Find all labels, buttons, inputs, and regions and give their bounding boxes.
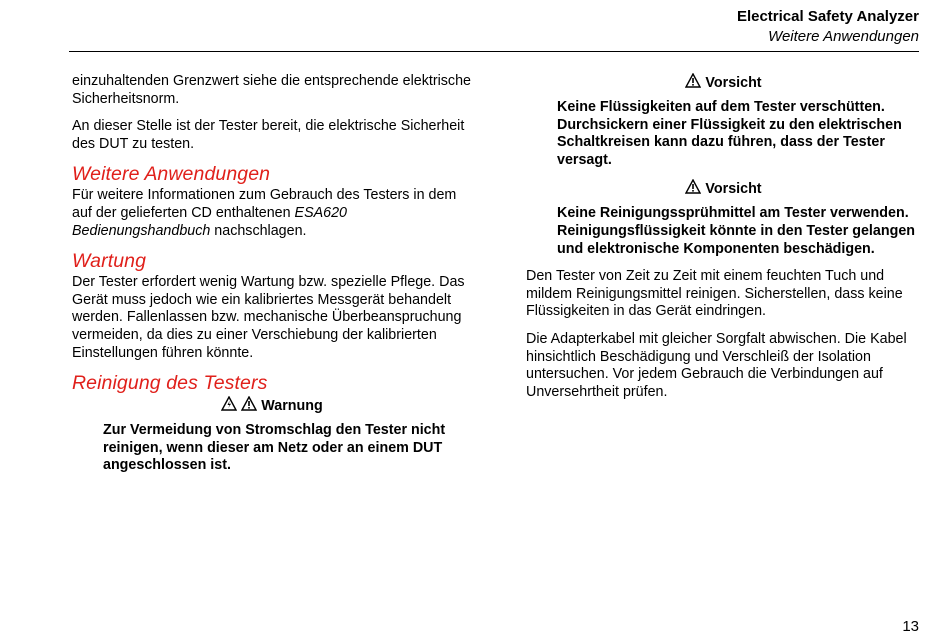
paragraph-cables: Die Adapterkabel mit gleicher Sorgfalt abwischen. Die Kabel hinsichtlich Beschädigung und Verschleiß der Isolation untersuchen. Vor jedem Gebrauch die Verbindungen auf Unversehrtheit prüfen. [526, 330, 907, 400]
electric-shock-triangle-icon [221, 396, 237, 416]
manual-title: ESA620 Bedienungshandbuch [72, 204, 348, 239]
warning-triangle-icon [241, 396, 257, 416]
paragraph-maintenance: Der Tester erfordert wenig Wartung bzw. spezielle Pflege. Das Gerät muss jedoch wie ein kalibriertes Messgerät behandelt werden. Fallenlassen bzw. mechanische Überbeanspruchung vermeiden, da dies zu einer Verschiebung der kalibrierten Einstellungen führen könnte. [72, 274, 465, 361]
right-column [526, 73, 921, 411]
caution-heading-1 [526, 73, 921, 93]
caution-label-2: Vorsicht [705, 181, 762, 198]
page-number: 13 [902, 618, 919, 635]
caution-text-2: Keine Reinigungssprühmittel am Tester verwenden. Reinigungsflüssigkeit könnte in den Tester gelangen und elektronische Komponenten beschädigen. [557, 205, 916, 257]
caution-text-1: Keine Flüssigkeiten auf dem Tester verschütten. Durchsickern einer Flüssigkeit zu den elektrischen Schaltkreisen kann dazu führen, dass der Tester versagt. [557, 99, 902, 168]
heading-wartung: Wartung [72, 250, 147, 273]
warning-text: Zur Vermeidung von Stromschlag den Tester nicht reinigen, wenn dieser am Netz oder an einem DUT angeschlossen ist. [103, 422, 446, 474]
more-info-text-a: Für weitere Informationen zum Gebrauch des Testers in dem auf der gelieferten CD enthaltenen [72, 187, 457, 221]
page-header-title: Electrical Safety Analyzer [736, 8, 919, 25]
paragraph-more-info [72, 187, 472, 240]
caution-label-1: Vorsicht [705, 75, 762, 91]
caution-heading-2 [526, 179, 921, 199]
left-column [72, 73, 472, 485]
warning-triangle-icon [685, 73, 701, 93]
warning-label: Warnung [261, 398, 323, 415]
more-info-text-b: nachschlagen. [210, 222, 307, 239]
heading-reinigung: Reinigung des Testers [72, 372, 268, 395]
heading-weitere-anwendungen: Weitere Anwendungen [72, 163, 271, 186]
page-header-subtitle: Weitere Anwendungen [768, 28, 919, 45]
paragraph-tester-ready: An dieser Stelle ist der Tester bereit, die elektrische Sicherheit des DUT zu testen. [72, 118, 465, 152]
warning-triangle-icon [685, 179, 701, 199]
warning-heading [72, 396, 472, 416]
paragraph-cleaning: Den Tester von Zeit zu Zeit mit einem feuchten Tuch und mildem Reinigungsmittel reinigen. Sicherstellen, dass keine Flüssigkeiten in das Gerät eindringen. [526, 268, 903, 320]
paragraph-limit-value: einzuhaltenden Grenzwert siehe die entsprechende elektrische Sicherheitsnorm. [72, 73, 471, 107]
header-divider [69, 51, 919, 52]
